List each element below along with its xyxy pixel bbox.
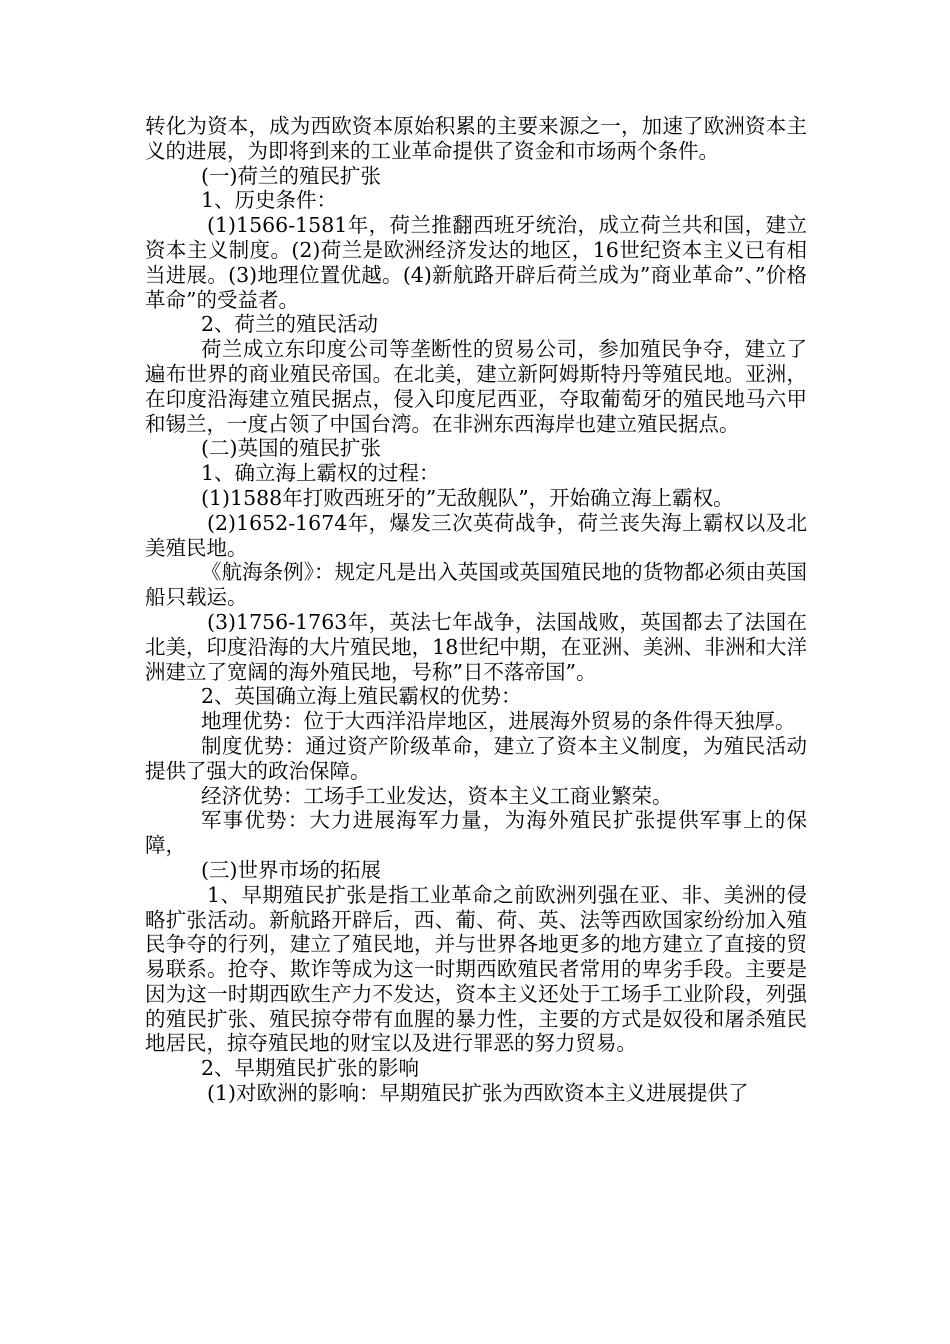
subheading-historical-conditions: 1、历史条件：	[201, 188, 338, 213]
paragraph-dutch-activities: 荷兰成立东印度公司等垄断性的贸易公司，参加殖民争夺，建立了遍布世界的商业殖民帝国。在北美，建立新阿姆斯特丹等殖民地。亚洲，在印度沿海建立殖民据点，侵入印度尼西亚，夺取葡萄牙的殖民地马六甲和锡兰，一度占领了中国台湾。在非洲东西海岸也建立殖民据点。	[145, 337, 807, 436]
paragraph-anglo-dutch-wars: (2)1652-1674年，爆发三次英荷战争，荷兰丧失海上霸权以及北美殖民地。	[145, 510, 807, 560]
subheading-dutch-activities: 2、荷兰的殖民活动	[201, 312, 379, 337]
heading-world-market: (三)世界市场的拓展	[201, 857, 381, 882]
paragraph-institutional-advantage: 制度优势：通过资产阶级革命，建立了资本主义制度，为殖民活动提供了强大的政治保障。	[145, 733, 807, 783]
paragraph-early-colonial-expansion: 1、早期殖民扩张是指工业革命之前欧洲列强在亚、非、美洲的侵略扩张活动。新航路开辟后，西、葡、荷、英、法等西欧国家纷纷加入殖民争夺的行列，建立了殖民地，并与世界各地更多的地方建立了直接的贸易联系。抢夺、欺诈等成为这一时期西欧殖民者常用的卑劣手段。主要是因为这一时期西欧生产力不发达，资本主义还处于工场手工业阶段，列强的殖民扩张、殖民掠夺带有血腥的暴力性，主要的方式是奴役和屠杀殖民地居民，掠夺殖民地的财宝以及进行罪恶的努力贸易。	[145, 882, 807, 1056]
paragraph-capital-accumulation: 转化为资本，成为西欧资本原始积累的主要来源之一，加速了欧洲资本主义的进展，为即将到来的工业革命提供了资金和市场两个条件。	[145, 114, 807, 163]
subheading-early-expansion-impact: 2、早期殖民扩张的影响	[201, 1056, 420, 1081]
paragraph-seven-years-war: (3)1756-1763年，英法七年战争，法国战败，英国都去了法国在北美，印度沿海的大片殖民地，18世纪中期，在亚洲、美洲、非洲和大洋洲建立了宽阔的海外殖民地，号称”日不落帝国”。	[145, 609, 807, 684]
paragraph-impact-on-europe: (1)对欧洲的影响：早期殖民扩张为西欧资本主义进展提供了	[207, 1081, 749, 1106]
paragraph-economic-advantage: 经济优势：工场手工业发达，资本主义工商业繁荣。	[201, 783, 673, 808]
paragraph-navigation-acts: 《航海条例》：规定凡是出入英国或英国殖民地的货物都必须由英国船只载运。	[145, 560, 807, 610]
document-body	[145, 114, 807, 1106]
paragraph-armada-1588: (1)1588年打败西班牙的”无敌舰队”，开始确立海上霸权。	[201, 485, 734, 510]
subheading-sea-hegemony-process: 1、确立海上霸权的过程：	[201, 461, 440, 486]
paragraph-military-advantage: 军事优势：大力进展海军力量，为海外殖民扩张提供军事上的保障，	[145, 808, 807, 858]
heading-dutch-expansion: (一)荷兰的殖民扩张	[201, 163, 381, 188]
paragraph-geographic-advantage: 地理优势：位于大西洋沿岸地区，进展海外贸易的条件得天独厚。	[201, 709, 796, 734]
subheading-british-advantages: 2、英国确立海上殖民霸权的优势：	[201, 684, 522, 709]
heading-british-expansion: (二)英国的殖民扩张	[201, 436, 381, 461]
paragraph-dutch-conditions: (1)1566-1581年，荷兰推翻西班牙统治，成立荷兰共和国，建立资本主义制度。(2)荷兰是欧洲经济发达的地区，16世纪资本主义已有相当进展。(3)地理位置优越。(4)新航路开辟后荷兰成为”商业革命”、”价格革命”的受益者。	[145, 213, 807, 312]
